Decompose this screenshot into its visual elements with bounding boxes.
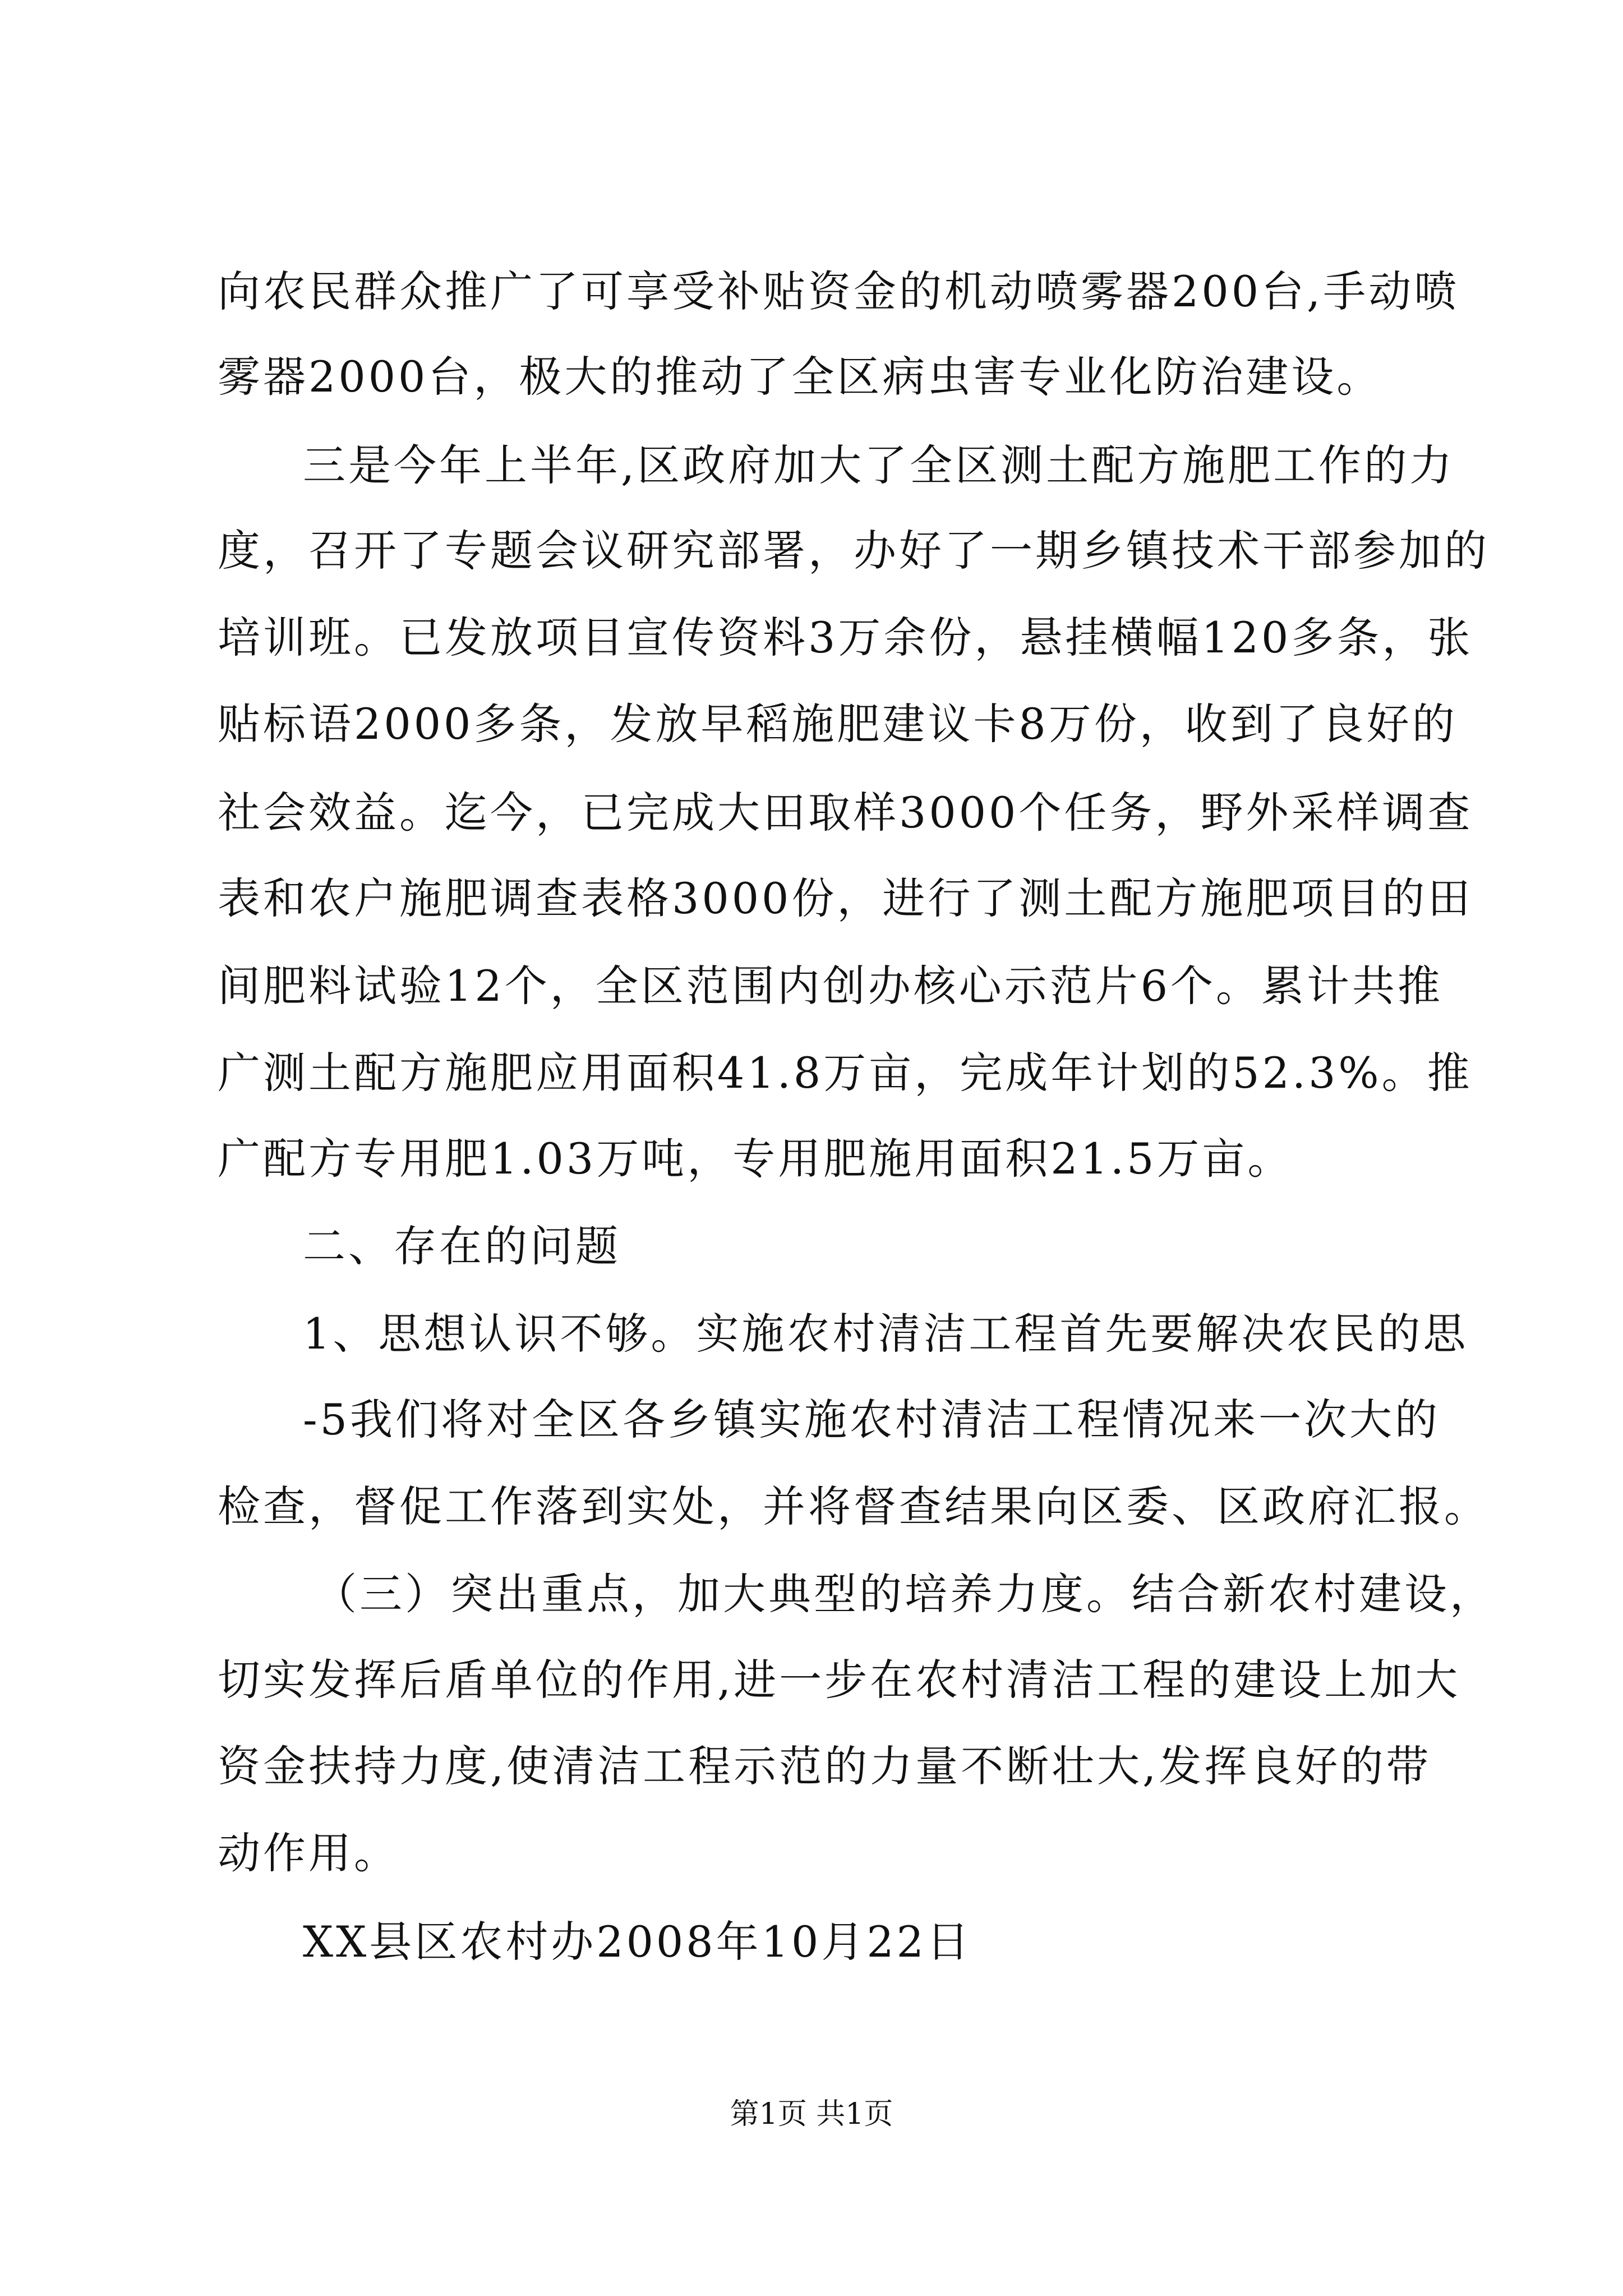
paragraph-line: 切实发挥后盾单位的作用,进一步在农村清洁工程的建设上加大 bbox=[218, 1655, 1461, 1705]
paragraph-line: 资金扶持力度,使清洁工程示范的力量不断壮大,发挥良好的带 bbox=[218, 1741, 1432, 1791]
paragraph-line: 贴标语2000多条，发放早稻施肥建议卡8万份，收到了良好的 bbox=[218, 699, 1458, 749]
paragraph-line: 检查，督促工作落到实处，并将督查结果向区委、区政府汇报。 bbox=[218, 1481, 1490, 1531]
paragraph-line: 广配方专用肥1.03万吨，专用肥施用面积21.5万亩。 bbox=[218, 1134, 1293, 1184]
paragraph-line: 雾器2000台，极大的推动了全区病虫害专业化防治建设。 bbox=[218, 352, 1382, 402]
paragraph-line: 动作用。 bbox=[218, 1828, 399, 1878]
paragraph-line: 三是今年上半年,区政府加大了全区测土配方施肥工作的力 bbox=[303, 440, 1455, 490]
paragraph-line: 1、思想认识不够。实施农村清洁工程首先要解决农民的思 bbox=[303, 1309, 1469, 1359]
paragraph-line: 广测土配方施肥应用面积41.8万亩，完成年计划的52.3%。推 bbox=[218, 1048, 1473, 1098]
paragraph-line: 度，召开了专题会议研究部署，办好了一期乡镇技术干部参加的 bbox=[218, 526, 1490, 576]
paragraph-line: -5我们将对全区各乡镇实施农村清洁工程情况来一次大的 bbox=[303, 1395, 1441, 1444]
page-number-footer: 第1页 共1页 bbox=[730, 2097, 893, 2131]
signature-line: XX县区农村办2008年10月22日 bbox=[303, 1917, 972, 1967]
paragraph-line: 社会效益。迄今，已完成大田取样3000个任务，野外采样调查 bbox=[218, 788, 1473, 838]
paragraph-line: 培训班。已发放项目宣传资料3万余份，悬挂横幅120多条，张 bbox=[218, 613, 1473, 662]
paragraph-line: （三）突出重点，加大典型的培养力度。结合新农村建设， bbox=[314, 1569, 1495, 1619]
section-heading: 二、存在的问题 bbox=[303, 1221, 621, 1271]
paragraph-line: 向农民群众推广了可享受补贴资金的机动喷雾器200台,手动喷 bbox=[218, 266, 1460, 316]
paragraph-line: 间肥料试验12个，全区范围内创办核心示范片6个。累计共推 bbox=[218, 961, 1444, 1011]
paragraph-line: 表和农户施肥调查表格3000份，进行了测土配方施肥项目的田 bbox=[218, 873, 1473, 923]
